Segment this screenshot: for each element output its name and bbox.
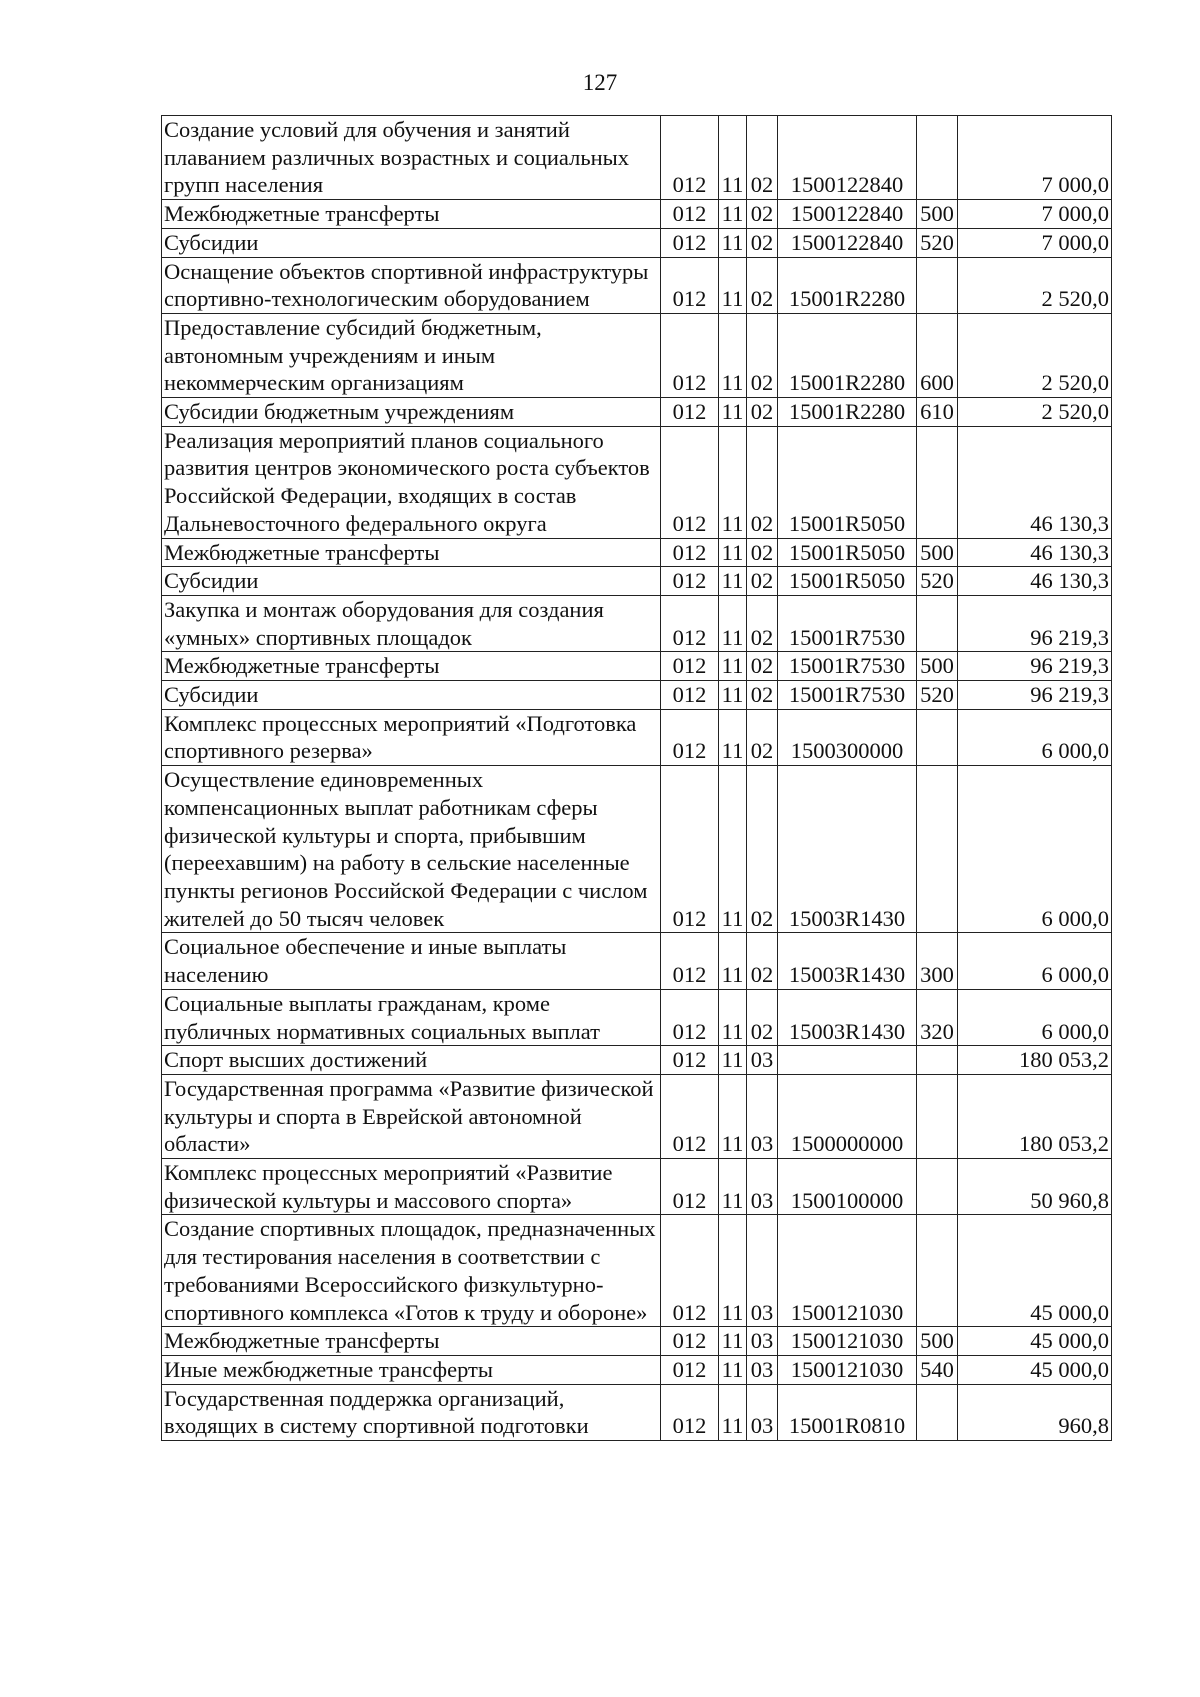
- subsection-code-cell: 02: [747, 681, 778, 710]
- amount-cell: 180 053,2: [958, 1046, 1112, 1075]
- subsection-code-cell: 03: [747, 1074, 778, 1158]
- target-article-cell: 15001R0810: [778, 1384, 917, 1440]
- grbs-code-cell: 012: [661, 1355, 719, 1384]
- table-row: [162, 1355, 1112, 1384]
- expense-type-cell: 600: [917, 313, 958, 397]
- target-article-cell: 15001R2280: [778, 257, 917, 313]
- expense-type-cell: [917, 595, 958, 651]
- target-article-cell: 15003R1430: [778, 989, 917, 1045]
- row-name-cell: Межбюджетные трансферты: [162, 652, 661, 681]
- table-row: [162, 1215, 1112, 1327]
- expense-type-cell: [917, 1215, 958, 1327]
- amount-cell: 96 219,3: [958, 595, 1112, 651]
- grbs-code-cell: 012: [661, 1159, 719, 1215]
- amount-cell: 7 000,0: [958, 116, 1112, 200]
- target-article-cell: 1500122840: [778, 200, 917, 229]
- expense-type-cell: [917, 709, 958, 765]
- target-article-cell: 15003R1430: [778, 933, 917, 989]
- row-name-cell: Государственная программа «Развитие физической культуры и спорта в Еврейской автономной области»: [162, 1074, 661, 1158]
- row-name-cell: Комплекс процессных мероприятий «Развитие физической культуры и массового спорта»: [162, 1159, 661, 1215]
- target-article-cell: 1500121030: [778, 1327, 917, 1356]
- section-code-cell: 11: [719, 313, 747, 397]
- section-code-cell: 11: [719, 426, 747, 538]
- grbs-code-cell: 012: [661, 313, 719, 397]
- expense-type-cell: 500: [917, 200, 958, 229]
- expense-type-cell: [917, 1046, 958, 1075]
- grbs-code-cell: 012: [661, 257, 719, 313]
- grbs-code-cell: 012: [661, 681, 719, 710]
- subsection-code-cell: 02: [747, 426, 778, 538]
- section-code-cell: 11: [719, 766, 747, 933]
- subsection-code-cell: 02: [747, 652, 778, 681]
- table-row: [162, 538, 1112, 567]
- expense-type-cell: [917, 426, 958, 538]
- expense-type-cell: 500: [917, 1327, 958, 1356]
- subsection-code-cell: 02: [747, 398, 778, 427]
- table-row: [162, 426, 1112, 538]
- amount-cell: 46 130,3: [958, 538, 1112, 567]
- subsection-code-cell: 03: [747, 1159, 778, 1215]
- section-code-cell: 11: [719, 200, 747, 229]
- section-code-cell: 11: [719, 1159, 747, 1215]
- grbs-code-cell: 012: [661, 398, 719, 427]
- grbs-code-cell: 012: [661, 1046, 719, 1075]
- target-article-cell: 15001R7530: [778, 681, 917, 710]
- section-code-cell: 11: [719, 709, 747, 765]
- target-article-cell: 15001R7530: [778, 595, 917, 651]
- table-row: [162, 228, 1112, 257]
- grbs-code-cell: 012: [661, 652, 719, 681]
- target-article-cell: 15001R2280: [778, 313, 917, 397]
- table-row: [162, 1384, 1112, 1440]
- grbs-code-cell: 012: [661, 595, 719, 651]
- row-name-cell: Комплекс процессных мероприятий «Подготовка спортивного резерва»: [162, 709, 661, 765]
- subsection-code-cell: 03: [747, 1215, 778, 1327]
- expense-type-cell: [917, 1159, 958, 1215]
- amount-cell: 6 000,0: [958, 709, 1112, 765]
- amount-cell: 96 219,3: [958, 681, 1112, 710]
- target-article-cell: 1500000000: [778, 1074, 917, 1158]
- table-row: [162, 1046, 1112, 1075]
- amount-cell: 7 000,0: [958, 228, 1112, 257]
- grbs-code-cell: 012: [661, 1327, 719, 1356]
- row-name-cell: Субсидии бюджетным учреждениям: [162, 398, 661, 427]
- section-code-cell: 11: [719, 681, 747, 710]
- subsection-code-cell: 02: [747, 116, 778, 200]
- subsection-code-cell: 02: [747, 228, 778, 257]
- table-row: [162, 257, 1112, 313]
- amount-cell: 2 520,0: [958, 398, 1112, 427]
- section-code-cell: 11: [719, 1355, 747, 1384]
- target-article-cell: 15001R2280: [778, 398, 917, 427]
- table-row: [162, 709, 1112, 765]
- row-name-cell: Оснащение объектов спортивной инфраструктуры спортивно-технологическим оборудованием: [162, 257, 661, 313]
- row-name-cell: Иные межбюджетные трансферты: [162, 1355, 661, 1384]
- amount-cell: 50 960,8: [958, 1159, 1112, 1215]
- grbs-code-cell: 012: [661, 1074, 719, 1158]
- row-name-cell: Спорт высших достижений: [162, 1046, 661, 1075]
- target-article-cell: 1500122840: [778, 116, 917, 200]
- amount-cell: 6 000,0: [958, 989, 1112, 1045]
- target-article-cell: 15001R5050: [778, 567, 917, 596]
- amount-cell: 2 520,0: [958, 257, 1112, 313]
- expense-type-cell: 500: [917, 538, 958, 567]
- expense-type-cell: [917, 1074, 958, 1158]
- amount-cell: 7 000,0: [958, 200, 1112, 229]
- section-code-cell: 11: [719, 1384, 747, 1440]
- table-row: [162, 766, 1112, 933]
- amount-cell: 2 520,0: [958, 313, 1112, 397]
- row-name-cell: Создание спортивных площадок, предназначенных для тестирования населения в соответствии с требованиями Всероссийского физкультурно-спортивного комплекса «Готов к труду и обороне»: [162, 1215, 661, 1327]
- table-row: [162, 595, 1112, 651]
- amount-cell: 45 000,0: [958, 1355, 1112, 1384]
- subsection-code-cell: 02: [747, 538, 778, 567]
- amount-cell: 96 219,3: [958, 652, 1112, 681]
- grbs-code-cell: 012: [661, 709, 719, 765]
- section-code-cell: 11: [719, 1046, 747, 1075]
- subsection-code-cell: 02: [747, 567, 778, 596]
- section-code-cell: 11: [719, 538, 747, 567]
- amount-cell: 46 130,3: [958, 567, 1112, 596]
- target-article-cell: 1500100000: [778, 1159, 917, 1215]
- table-row: [162, 116, 1112, 200]
- section-code-cell: 11: [719, 398, 747, 427]
- amount-cell: 180 053,2: [958, 1074, 1112, 1158]
- table-row: [162, 567, 1112, 596]
- row-name-cell: Субсидии: [162, 228, 661, 257]
- grbs-code-cell: 012: [661, 426, 719, 538]
- target-article-cell: 1500121030: [778, 1215, 917, 1327]
- subsection-code-cell: 03: [747, 1384, 778, 1440]
- subsection-code-cell: 02: [747, 933, 778, 989]
- subsection-code-cell: 02: [747, 200, 778, 229]
- subsection-code-cell: 02: [747, 766, 778, 933]
- expense-type-cell: 520: [917, 567, 958, 596]
- expense-type-cell: 500: [917, 652, 958, 681]
- section-code-cell: 11: [719, 1074, 747, 1158]
- expense-type-cell: [917, 1384, 958, 1440]
- grbs-code-cell: 012: [661, 989, 719, 1045]
- section-code-cell: 11: [719, 257, 747, 313]
- expense-type-cell: 540: [917, 1355, 958, 1384]
- budget-table: [161, 115, 1112, 1441]
- row-name-cell: Реализация мероприятий планов социального развития центров экономического роста субъектов Российской Федерации, входящих в состав Дальневосточного федерального округа: [162, 426, 661, 538]
- table-row: [162, 681, 1112, 710]
- expense-type-cell: [917, 116, 958, 200]
- section-code-cell: 11: [719, 228, 747, 257]
- table-row: [162, 1074, 1112, 1158]
- grbs-code-cell: 012: [661, 567, 719, 596]
- expense-type-cell: [917, 766, 958, 933]
- section-code-cell: 11: [719, 652, 747, 681]
- expense-type-cell: 520: [917, 228, 958, 257]
- table-row: [162, 989, 1112, 1045]
- target-article-cell: 15001R7530: [778, 652, 917, 681]
- target-article-cell: 15003R1430: [778, 766, 917, 933]
- section-code-cell: 11: [719, 116, 747, 200]
- table-row: [162, 652, 1112, 681]
- grbs-code-cell: 012: [661, 200, 719, 229]
- row-name-cell: Социальные выплаты гражданам, кроме публичных нормативных социальных выплат: [162, 989, 661, 1045]
- row-name-cell: Субсидии: [162, 567, 661, 596]
- amount-cell: 46 130,3: [958, 426, 1112, 538]
- expense-type-cell: 300: [917, 933, 958, 989]
- table-row: [162, 933, 1112, 989]
- grbs-code-cell: 012: [661, 538, 719, 567]
- subsection-code-cell: 02: [747, 595, 778, 651]
- expense-type-cell: 320: [917, 989, 958, 1045]
- section-code-cell: 11: [719, 595, 747, 651]
- subsection-code-cell: 02: [747, 313, 778, 397]
- target-article-cell: 1500300000: [778, 709, 917, 765]
- row-name-cell: Государственная поддержка организаций, входящих в систему спортивной подготовки: [162, 1384, 661, 1440]
- grbs-code-cell: 012: [661, 1384, 719, 1440]
- table-row: [162, 1159, 1112, 1215]
- row-name-cell: Осуществление единовременных компенсационных выплат работникам сферы физической культуры и спорта, прибывшим (переехавшим) на работу в сельские населенные пункты регионов Российской Федерации с числом жителей до 50 тысяч человек: [162, 766, 661, 933]
- expense-type-cell: [917, 257, 958, 313]
- grbs-code-cell: 012: [661, 228, 719, 257]
- row-name-cell: Закупка и монтаж оборудования для создания «умных» спортивных площадок: [162, 595, 661, 651]
- table-row: [162, 200, 1112, 229]
- row-name-cell: Межбюджетные трансферты: [162, 538, 661, 567]
- subsection-code-cell: 02: [747, 257, 778, 313]
- grbs-code-cell: 012: [661, 116, 719, 200]
- amount-cell: 45 000,0: [958, 1327, 1112, 1356]
- table-row: [162, 398, 1112, 427]
- section-code-cell: 11: [719, 567, 747, 596]
- section-code-cell: 11: [719, 1215, 747, 1327]
- row-name-cell: Межбюджетные трансферты: [162, 1327, 661, 1356]
- target-article-cell: 1500121030: [778, 1355, 917, 1384]
- amount-cell: 6 000,0: [958, 766, 1112, 933]
- section-code-cell: 11: [719, 1327, 747, 1356]
- target-article-cell: [778, 1046, 917, 1075]
- amount-cell: 45 000,0: [958, 1215, 1112, 1327]
- target-article-cell: 1500122840: [778, 228, 917, 257]
- row-name-cell: Субсидии: [162, 681, 661, 710]
- subsection-code-cell: 03: [747, 1327, 778, 1356]
- amount-cell: 6 000,0: [958, 933, 1112, 989]
- expense-type-cell: 610: [917, 398, 958, 427]
- subsection-code-cell: 03: [747, 1046, 778, 1075]
- table-row: [162, 1327, 1112, 1356]
- row-name-cell: Создание условий для обучения и занятий плаванием различных возрастных и социальных групп населения: [162, 116, 661, 200]
- row-name-cell: Социальное обеспечение и иные выплаты населению: [162, 933, 661, 989]
- amount-cell: 960,8: [958, 1384, 1112, 1440]
- target-article-cell: 15001R5050: [778, 538, 917, 567]
- section-code-cell: 11: [719, 989, 747, 1045]
- row-name-cell: Межбюджетные трансферты: [162, 200, 661, 229]
- page-number: 127: [582, 70, 618, 95]
- grbs-code-cell: 012: [661, 766, 719, 933]
- budget-table-body: [162, 116, 1112, 1441]
- section-code-cell: 11: [719, 933, 747, 989]
- row-name-cell: Предоставление субсидий бюджетным, автономным учреждениям и иным некоммерческим организациям: [162, 313, 661, 397]
- grbs-code-cell: 012: [661, 1215, 719, 1327]
- expense-type-cell: 520: [917, 681, 958, 710]
- target-article-cell: 15001R5050: [778, 426, 917, 538]
- table-row: [162, 313, 1112, 397]
- grbs-code-cell: 012: [661, 933, 719, 989]
- subsection-code-cell: 03: [747, 1355, 778, 1384]
- subsection-code-cell: 02: [747, 989, 778, 1045]
- subsection-code-cell: 02: [747, 709, 778, 765]
